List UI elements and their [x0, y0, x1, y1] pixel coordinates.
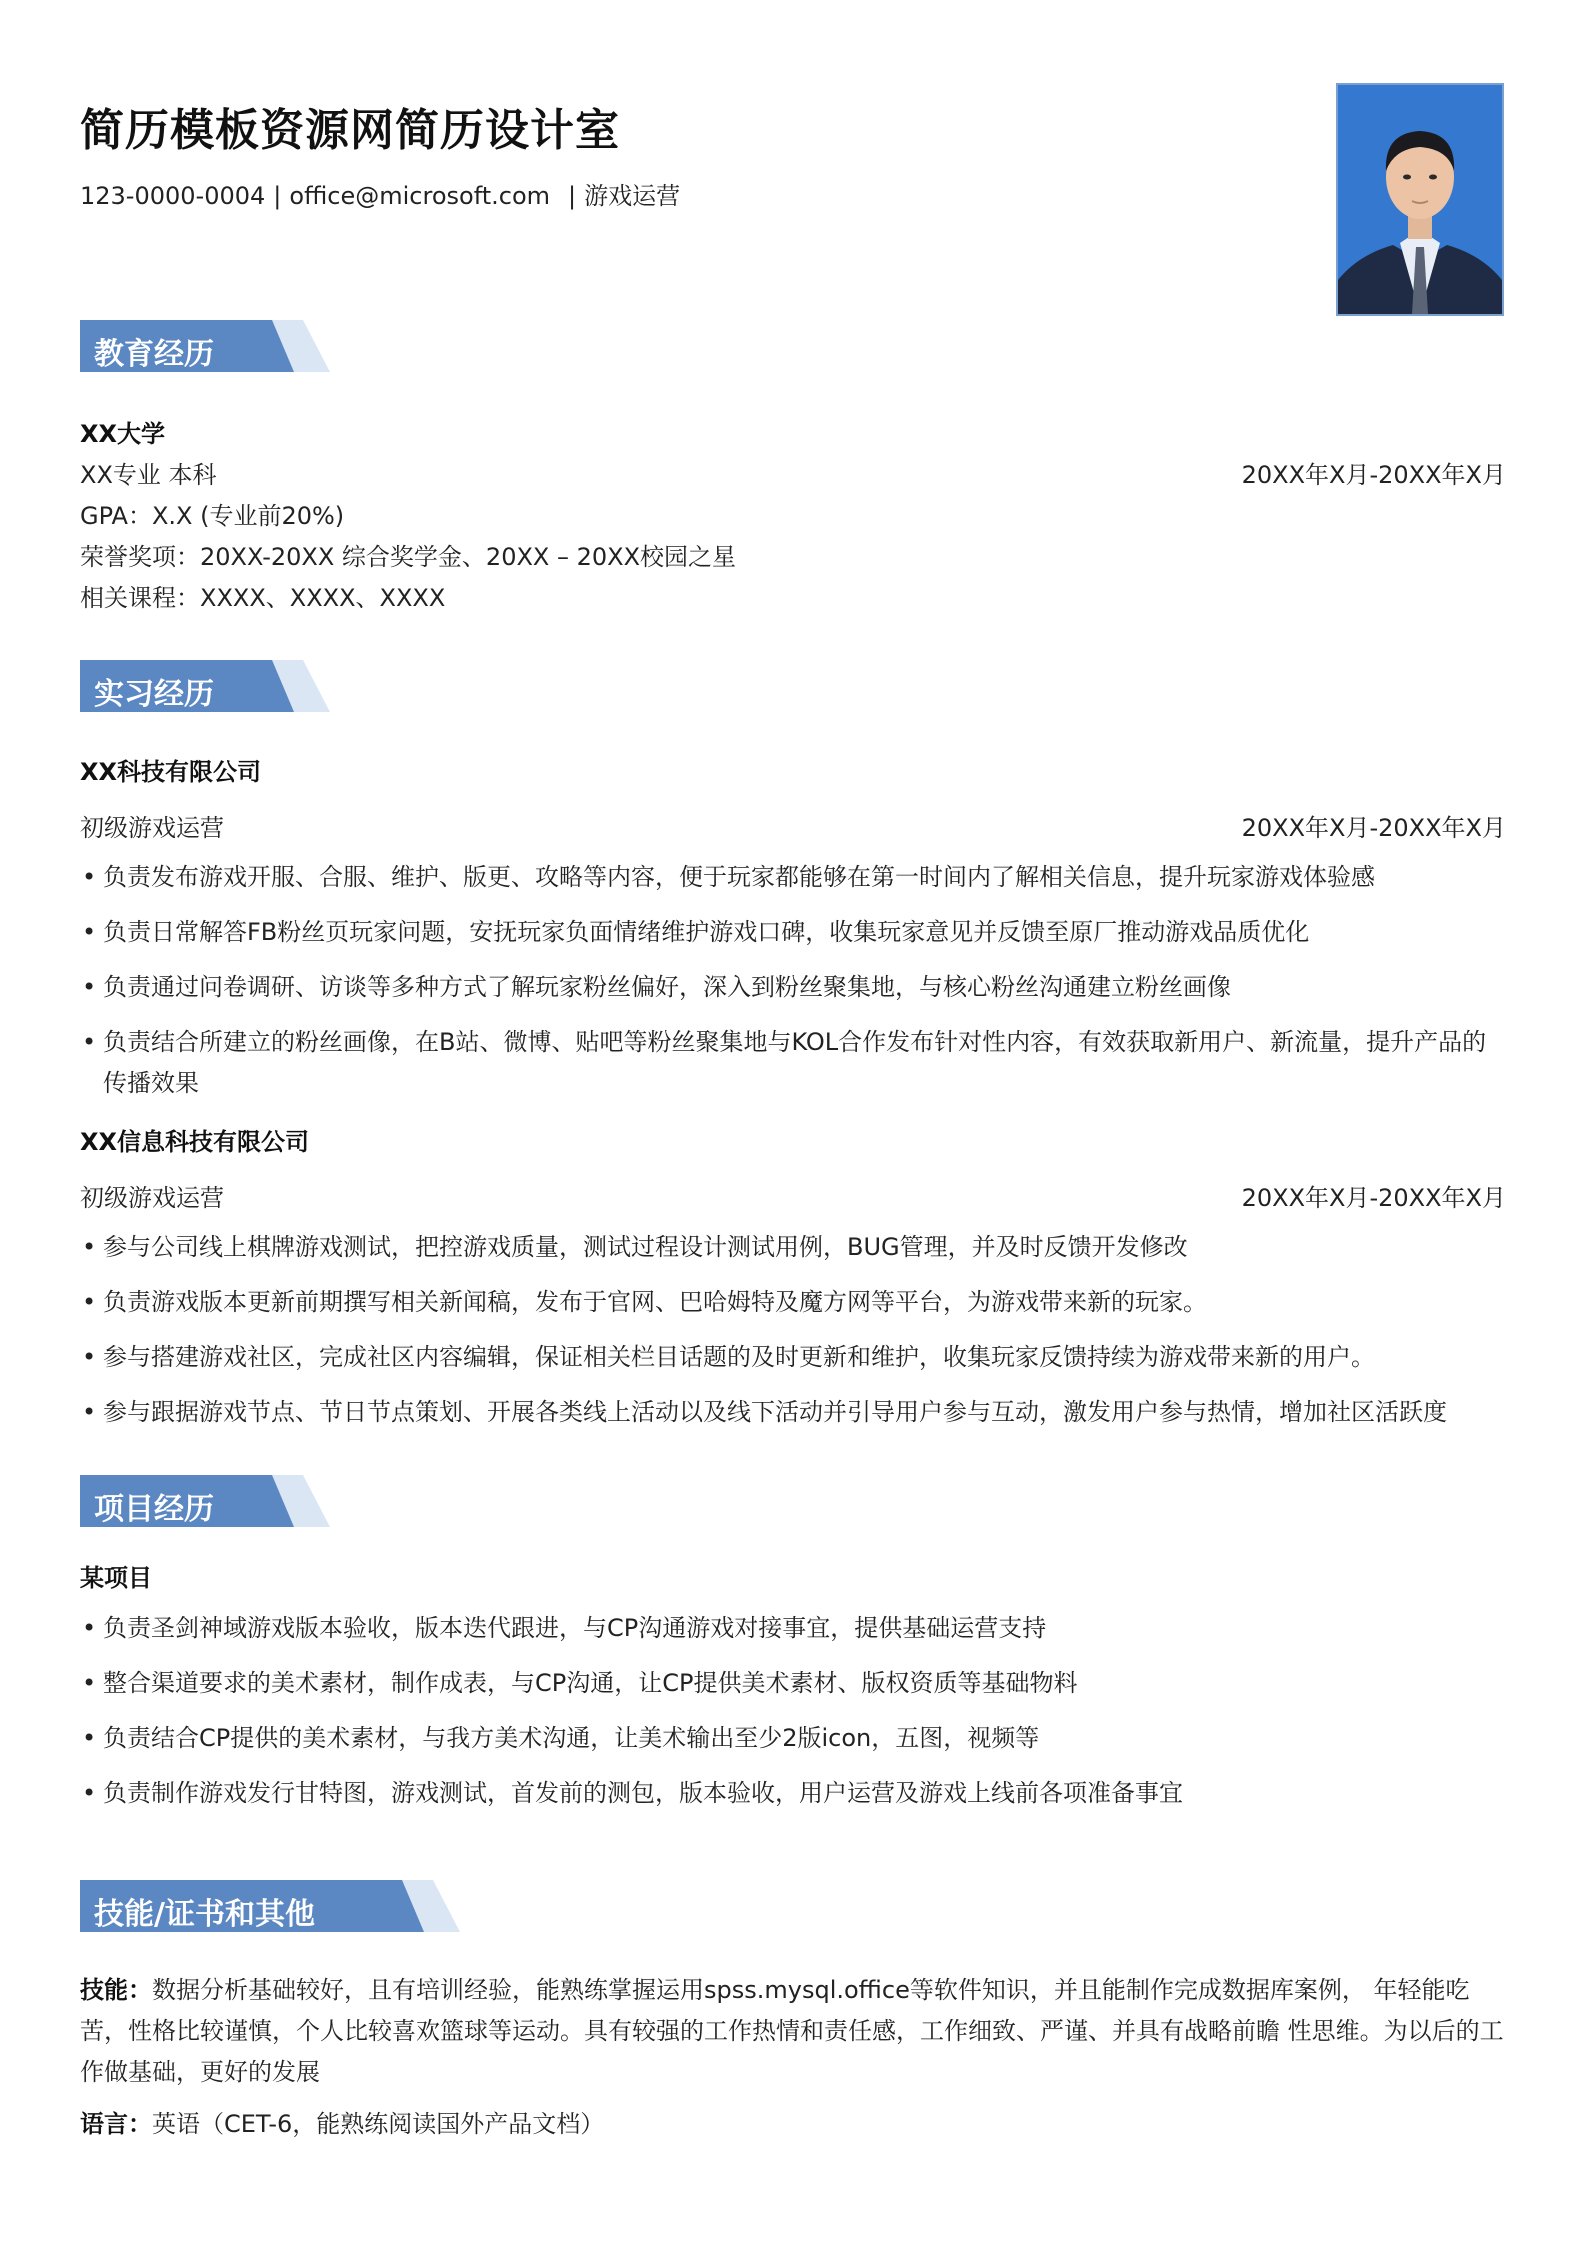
bullet-text: 整合渠道要求的美术素材，制作成表，与CP沟通，让CP提供美术素材、版权资质等基础物料: [103, 1669, 1078, 1697]
courses: 相关课程：XXXX、XXXX、XXXX: [80, 584, 446, 612]
list-item: [80, 1337, 1506, 1378]
profile-photo: [1336, 83, 1504, 316]
company-name: XX信息科技有限公司: [80, 1128, 310, 1156]
bullet-icon: •: [82, 1233, 97, 1261]
list-item: [80, 1663, 1506, 1704]
person-photo-illustration: [1338, 85, 1502, 314]
list-item: [80, 967, 1506, 1008]
bullet-text: 负责圣剑神域游戏版本验收，版本迭代跟进，与CP沟通游戏对接事宜，提供基础运营支持: [103, 1614, 1047, 1642]
phone-number: 123-0000-0004: [80, 182, 266, 210]
bullet-icon: •: [82, 1724, 97, 1752]
list-item: [80, 1022, 1506, 1104]
section-header-skills: [80, 1880, 450, 1932]
school-name: XX大学: [80, 420, 166, 448]
job-target: 游戏运营: [584, 182, 681, 210]
bullet-icon: •: [82, 1028, 97, 1056]
bullet-icon: •: [82, 1779, 97, 1807]
list-item: [80, 1773, 1506, 1814]
list-item: [80, 1282, 1506, 1323]
bullet-text: 参与跟据游戏节点、节日节点策划、开展各类线上活动以及线下活动并引导用户参与互动，激发用户参与热情，增加社区活跃度: [103, 1398, 1447, 1426]
gpa: GPA：X.X (专业前20%): [80, 502, 345, 530]
job-date: 20XX年X月-20XX年X月: [1241, 814, 1506, 842]
list-item: [80, 857, 1506, 898]
section-title: 项目经历: [94, 1492, 214, 1527]
list-item: [80, 1608, 1506, 1649]
language-paragraph: [80, 2104, 1506, 2145]
bullet-text: 负责发布游戏开服、合服、维护、版更、攻略等内容，便于玩家都能够在第一时间内了解相关信息，提升玩家游戏体验感: [103, 863, 1375, 891]
email-address: office@microsoft.com: [289, 182, 551, 210]
bullet-text: 参与公司线上棋牌游戏测试，把控游戏质量，测试过程设计测试用例，BUG管理，并及时反馈开发修改: [103, 1233, 1188, 1261]
skills-text: 数据分析基础较好，且有培训经验，能熟练掌握运用spss.mysql.office等软件知识，并且能制作完成数据库案例， 年轻能吃苦，性格比较谨慎，个人比较喜欢篮球等运动。具有较强的工作热情和责任感，工作细致、严谨、并具有战略前瞻 性思维。为以后的工作做基础，更好的发展: [80, 1976, 1504, 2086]
bullet-icon: •: [82, 1669, 97, 1697]
bullet-icon: •: [82, 973, 97, 1001]
skills-label: 技能：: [80, 1976, 152, 2004]
skills-paragraph: [80, 1970, 1506, 2093]
bullet-text: 负责结合所建立的粉丝画像，在B站、微博、贴吧等粉丝聚集地与KOL合作发布针对性内容，有效获取新用户、新流量，提升产品的传播效果: [103, 1028, 1487, 1097]
list-item: [80, 1718, 1506, 1759]
section-title: 教育经历: [94, 337, 214, 372]
bullet-icon: •: [82, 918, 97, 946]
bullet-icon: •: [82, 863, 97, 891]
separator: |: [273, 182, 282, 210]
job-role: 初级游戏运营: [80, 1184, 224, 1212]
major-degree: XX专业 本科: [80, 461, 217, 489]
bullet-icon: •: [82, 1343, 97, 1371]
job-role: 初级游戏运营: [80, 814, 224, 842]
bullet-text: 负责通过问卷调研、访谈等多种方式了解玩家粉丝偏好，深入到粉丝聚集地，与核心粉丝沟通建立粉丝画像: [103, 973, 1231, 1001]
bullet-text: 负责结合CP提供的美术素材，与我方美术沟通，让美术输出至少2版icon，五图，视频等: [103, 1724, 1040, 1752]
language-text: 英语（CET-6，能熟练阅读国外产品文档）: [152, 2110, 605, 2138]
list-item: [80, 1227, 1506, 1268]
separator: |: [568, 182, 577, 210]
section-header-project: [80, 1475, 320, 1527]
education-date: 20XX年X月-20XX年X月: [1241, 461, 1506, 489]
project-name: 某项目: [80, 1564, 152, 1592]
section-header-education: [80, 320, 320, 372]
list-item: [80, 1392, 1506, 1433]
section-header-internship: [80, 660, 320, 712]
bullet-text: 参与搭建游戏社区，完成社区内容编辑，保证相关栏目话题的及时更新和维护，收集玩家反馈持续为游戏带来新的用户。: [103, 1343, 1375, 1371]
section-title: 技能/证书和其他: [94, 1897, 315, 1932]
company-name: XX科技有限公司: [80, 758, 262, 786]
contact-line: [80, 176, 680, 211]
list-item: [80, 912, 1506, 953]
bullet-text: 负责游戏版本更新前期撰写相关新闻稿，发布于官网、巴哈姆特及魔方网等平台，为游戏带来新的玩家。: [103, 1288, 1207, 1316]
bullet-text: 负责日常解答FB粉丝页玩家问题，安抚玩家负面情绪维护游戏口碑，收集玩家意见并反馈至原厂推动游戏品质优化: [103, 918, 1310, 946]
job-date: 20XX年X月-20XX年X月: [1241, 1184, 1506, 1212]
bullet-icon: •: [82, 1614, 97, 1642]
bullet-icon: •: [82, 1288, 97, 1316]
candidate-name: 简历模板资源网简历设计室: [80, 105, 620, 156]
bullet-text: 负责制作游戏发行甘特图，游戏测试，首发前的测包，版本验收，用户运营及游戏上线前各项准备事宜: [103, 1779, 1183, 1807]
language-label: 语言：: [80, 2110, 152, 2138]
section-title: 实习经历: [94, 677, 214, 712]
bullet-icon: •: [82, 1398, 97, 1426]
honors: 荣誉奖项：20XX-20XX 综合奖学金、20XX – 20XX校园之星: [80, 543, 737, 571]
